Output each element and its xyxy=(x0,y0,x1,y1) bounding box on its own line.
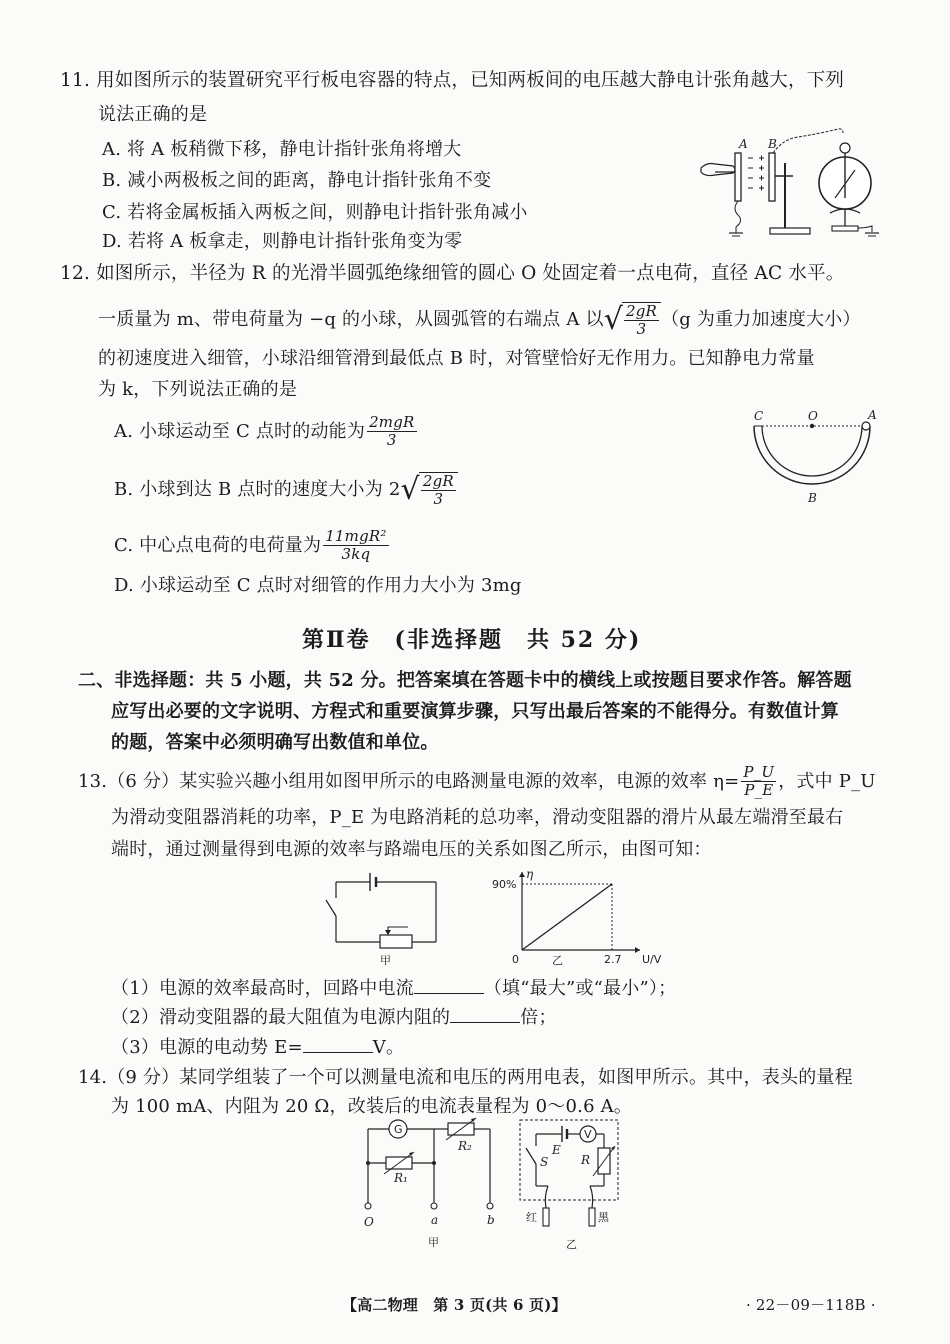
q13-sub1-text: （1）电源的效率最高时，回路中电流 xyxy=(111,978,414,999)
q11-capacitor-figure xyxy=(695,128,895,243)
q13-sub2 xyxy=(111,1004,557,1030)
q12-speed-den: 3 xyxy=(636,320,647,338)
rheostat xyxy=(380,935,412,948)
q11-option-d: D. 若将 A 板拿走，则静电计指针张角变为零 xyxy=(102,231,463,252)
q12-option-a xyxy=(114,414,419,449)
q13-sub1-hint: （填“最大”或“最小”）； xyxy=(483,978,677,999)
label-r1: R₁ xyxy=(394,1171,408,1185)
page-footer-code: · 22－09－118B · xyxy=(746,1296,876,1314)
q11-option-a: A. 将 A 板稍微下移，静电计指针张角将增大 xyxy=(102,139,462,160)
switch-s xyxy=(526,1148,536,1164)
label-b: B xyxy=(808,491,817,505)
label-v: V xyxy=(584,1128,592,1141)
section-2-intro-line3: 的题，答案中必须明确写出数值和单位。 xyxy=(111,732,439,753)
plate-b xyxy=(769,153,775,201)
q12-stem-line4: 为 k，下列说法正确的是 xyxy=(98,379,298,400)
label-o: O xyxy=(364,1215,374,1229)
q12-option-b: B. 小球到达 B 点时的速度大小为 2 √ $\frac{2gR}{3}$ xyxy=(114,472,458,508)
q13-sub1 xyxy=(111,975,676,1001)
q12-option-a-text: A. 小球运动至 C 点时的动能为 xyxy=(114,420,366,442)
probe-red xyxy=(543,1208,549,1226)
q12-option-d: D. 小球运动至 C 点时对细管的作用力大小为 3mg xyxy=(114,575,522,596)
q14-stem-line2: 为 100 mA、内阻为 20 Ω，改装后的电流表量程为 0～0.6 A。 xyxy=(111,1096,633,1117)
origin-label: 0 xyxy=(512,953,519,966)
label-o: O xyxy=(808,409,818,423)
q14-stem-line1: 14.（9 分）某同学组装了一个可以测量电流和电压的两用电表，如图甲所示。其中，表头的量程 xyxy=(78,1067,853,1088)
label-r: R xyxy=(581,1153,591,1167)
q12-option-b-text: B. 小球到达 B 点时的速度大小为 2 xyxy=(114,479,401,500)
q12-option-c-den: 3kq xyxy=(341,545,371,563)
label-a: A xyxy=(868,408,877,422)
q12-option-c-num: 11mgR² xyxy=(325,527,387,545)
label-a: A xyxy=(739,137,748,151)
q11-stem-line2: 说法正确的是 xyxy=(98,104,208,125)
q12-semicircle-figure xyxy=(742,410,882,510)
q11-option-c: C. 若将金属板插入两板之间，则静电计指针张角减小 xyxy=(102,202,528,223)
fig-yi-label: 乙 xyxy=(552,954,563,967)
q11-option-b: B. 减小两极板之间的距离，静电计指针张角不变 xyxy=(102,170,492,191)
q12-stem-line2-part1: 一质量为 m、带电荷量为 −q 的小球，从圆弧管的右端点 A 以 xyxy=(98,309,604,330)
q13-circuit-jia xyxy=(318,872,448,967)
q12-stem-line2-part2: （g 为重力加速度大小） xyxy=(661,309,861,330)
page-footer-center: 【高二物理 第 3 页(共 6 页)】 xyxy=(342,1296,567,1314)
fig-jia-label: 甲 xyxy=(380,954,391,967)
label-black: 黑 xyxy=(598,1211,609,1224)
switch xyxy=(326,900,336,916)
q12-option-b-den: 3 xyxy=(433,490,444,508)
label-red: 红 xyxy=(526,1211,537,1224)
q11-stem-line1: 11. 用如图所示的装置研究平行板电容器的特点，已知两板间的电压越大静电计张角越大，下列 xyxy=(60,70,845,91)
label-b: b xyxy=(487,1213,495,1227)
q12-option-c-text: C. 中心点电荷的电荷量为 xyxy=(114,534,322,556)
q13-answer-blank-3[interactable] xyxy=(303,1034,373,1053)
hand-shape xyxy=(701,164,735,176)
q12-stem-line2 xyxy=(98,302,861,338)
section-2-intro-line1: 二、非选择题：共 5 小题，共 52 分。把答案填在答题卡中的横线上或按题目要求作答。解答题 xyxy=(78,670,852,691)
series-line-eta-u xyxy=(522,884,612,950)
y-tick-label: 90% xyxy=(492,878,517,891)
plate-a xyxy=(735,153,741,201)
q13-stem-line3: 端时，通过测量得到电源的效率与路端电压的关系如图乙所示，由图可知： xyxy=(111,839,712,860)
q13-eff-den: P_E xyxy=(744,781,774,799)
x-axis-label: U/V xyxy=(642,953,662,966)
label-r2: R₂ xyxy=(458,1139,472,1153)
q12-option-b-num: 2gR xyxy=(422,472,454,490)
q13-stem-line1 xyxy=(78,764,876,799)
q13-sub3-unit: V。 xyxy=(372,1037,405,1058)
label-a: a xyxy=(431,1213,439,1227)
probe-black xyxy=(589,1208,595,1226)
q14-circuit-yi xyxy=(518,1118,628,1253)
q13-answer-blank-2[interactable] xyxy=(450,1004,520,1023)
fig-jia-label: 甲 xyxy=(428,1236,439,1249)
q13-sub2-unit: 倍； xyxy=(520,1007,557,1028)
q13-sub3 xyxy=(111,1034,404,1060)
q13-sub2-text: （2）滑动变阻器的最大阻值为电源内阻的 xyxy=(111,1007,451,1028)
tube-inner xyxy=(762,426,862,476)
q12-option-c xyxy=(114,528,391,563)
q13-efficiency-chart xyxy=(490,868,670,968)
section-2-title: 第Ⅱ卷 (非选择题 共 52 分) xyxy=(302,627,642,653)
q13-eff-num: P_U xyxy=(743,763,775,781)
label-c: C xyxy=(754,409,764,423)
y-axis-label: η xyxy=(526,867,534,881)
center-charge xyxy=(810,424,814,428)
q12-stem-line3: 的初速度进入细管，小球沿细管滑到最低点 B 时，对管壁恰好无作用力。已知静电力常量 xyxy=(98,348,815,369)
q13-stem-line1-part2: ，式中 P_U xyxy=(778,770,876,792)
q12-stem-line1: 12. 如图所示，半径为 R 的光滑半圆弧绝缘细管的圆心 O 处固定着一点电荷，直径 AC 水平。 xyxy=(60,263,845,284)
q13-answer-blank-1[interactable] xyxy=(414,975,484,994)
q14-circuit-jia xyxy=(350,1118,510,1250)
section-2-intro-line2: 应写出必要的文字说明、方程式和重要演算步骤，只写出最后答案的不能得分。有数值计算 xyxy=(111,701,839,722)
label-s: S xyxy=(540,1155,549,1169)
fig-yi-label: 乙 xyxy=(566,1238,577,1251)
q12-speed-num: 2gR xyxy=(626,302,658,320)
q12-option-a-num: 2mgR xyxy=(369,413,415,431)
label-g: G xyxy=(394,1123,403,1136)
label-e: E xyxy=(552,1143,561,1157)
ball xyxy=(862,422,870,430)
q13-stem-line2: 为滑动变阻器消耗的功率，P_E 为电路消耗的总功率，滑动变阻器的滑片从最左端滑至最右 xyxy=(111,807,844,828)
x-tick-label: 2.7 xyxy=(604,953,622,966)
q13-stem-line1-part1: 13.（6 分）某实验兴趣小组用如图甲所示的电路测量电源的效率，电源的效率 η= xyxy=(78,770,740,792)
q13-sub3-text: （3）电源的电动势 E= xyxy=(111,1037,303,1058)
q12-option-a-den: 3 xyxy=(386,431,397,449)
label-b: B xyxy=(768,137,777,151)
q12-initial-speed-formula: √ $\frac{2gR}{3}$ xyxy=(604,302,661,338)
